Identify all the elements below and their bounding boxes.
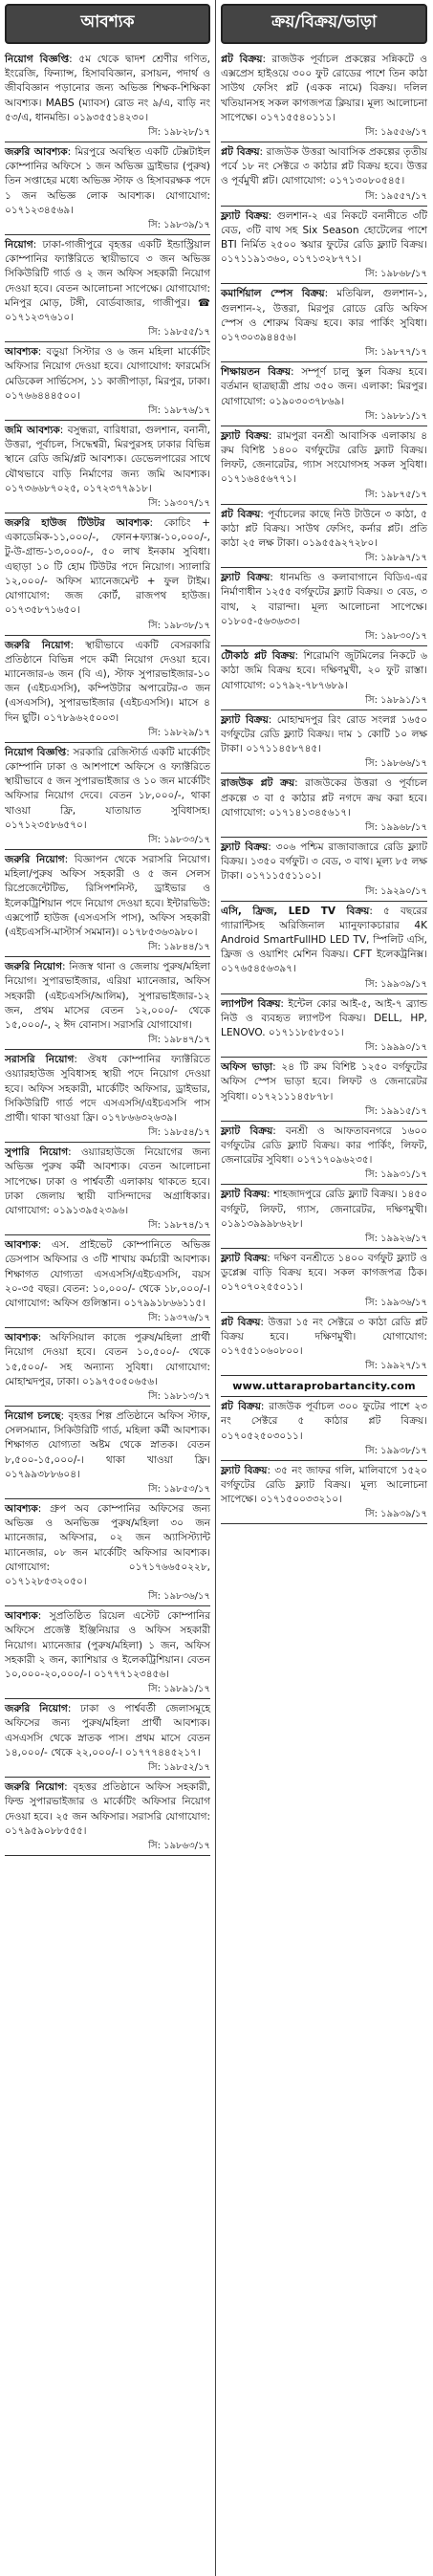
ad-title: নিয়োগ বিজ্ঞপ্তি [5, 746, 67, 758]
ad-title: জরুরি আবশ্যক [5, 146, 68, 159]
classified-ad [221, 426, 427, 505]
ad-title: প্লট বিক্রয় [221, 1401, 261, 1413]
classified-ad [5, 1328, 210, 1407]
wanted-column [0, 0, 216, 2576]
ad-reference-code: সি: ১৯৮২৯/১৭ [148, 727, 210, 738]
classified-ad [5, 342, 210, 421]
ad-title: সরাসরি নিয়োগ [5, 1054, 75, 1066]
classified-ad [221, 994, 427, 1059]
ad-body: : গ্রুপ অব কোম্পানির অফিসের জন্য অভিজ্ঞ ও অনভিজ্ঞ পুরুষ/মহিলা ৩০ জন ম্যানেজার, অফিসার, ০২ জন অ্যাসিস্ট্যান্ট ম্যানেজার, ০৮ জন মার্কেটিং অফিসার আবশ্যক। যোগাযোগ: ০১৭১৭৬৬৫০২২৮, ০১৭১২৮৫৩২০৫০। [5, 1503, 210, 1588]
ad-reference-code: সি: ১৯৩০৭/১৭ [148, 498, 210, 510]
ad-body: : মোহাম্মদপুর রিং রোড সংলগ্ন ১৬৫০ বর্গফুটের রেডি ফ্ল্যাট বিক্রয়। দাম ১ কোটি ১০ লক্ষ টাকা। ০১৭১১৪৫৮৭৪৫। [221, 713, 427, 755]
ad-body: : ইন্টেল কোর আই-৫, আই-৭ ব্র্যান্ড নিউ ও ব্যবহৃত ল্যাপটপ বিক্রয়। DELL, HP, LENOVO. ০১৭১১৮৫৮৫০১। [221, 997, 428, 1038]
ad-title: এসি, ফ্রিজ, LED TV বিক্রয় [221, 905, 370, 917]
classified-ad [221, 1397, 427, 1461]
ad-title: নিয়োগ বিজ্ঞপ্তি [5, 54, 70, 65]
ad-reference-code: সি: ১৯৮৩৬/১৭ [148, 1591, 210, 1603]
ad-reference-code: সি: ১৯৮৭৬/১৭ [148, 405, 210, 417]
buy-sell-rent-header: ক্রয়/বিক্রয়/ভাড়া [221, 4, 427, 44]
ad-title: আবশ্যক [5, 1610, 38, 1623]
ad-reference-code: সি: ১৯৮৩৩/১৭ [148, 834, 210, 845]
ad-title: নিয়োগ চলছে [5, 1410, 61, 1423]
classified-ad [5, 513, 210, 635]
classified-ad [221, 1461, 427, 1525]
ad-title: জরুরি হাউজ টিউটর আবশ্যক [5, 517, 150, 530]
classified-ad [221, 710, 427, 775]
ad-body: : ২৪ টি রুম বিশিষ্ট ১২৫০ বর্গফুটের অফিস স্পেস ভাড়া হবে। লিফট ও জেনারেটর সুবিধা। ০১৭২১১১৪৫৮৭৮। [221, 1061, 427, 1102]
ad-body: : সম্পূর্ণ চালু স্কুল বিক্রয় হবে। বর্তমান ছাত্রছাত্রী প্রায় ৩৫০ জন। এলাকা: মিরপুর। যোগাযোগ: ০১৯০৩০৩৭৮৬৯। [221, 366, 427, 407]
ad-reference-code: সি: ১৯৫৫৭/১৭ [365, 190, 427, 202]
ad-title: ফ্ল্যাট বিক্রয় [221, 1464, 268, 1476]
ad-title: ফ্ল্যাট বিক্রয় [221, 209, 269, 222]
ad-reference-code: সি: ১৯৮৬৬/১৭ [365, 758, 427, 770]
ad-body: : বনশ্রী ও আফতাবনগরে ১৬০০ বর্গফুটের রেডি ফ্ল্যাট বিক্রয়। কার পার্কিং, লিফট, জেনারেটর সুবিধা। ০১৭১৭০৯৬২৩৫। [221, 1124, 427, 1167]
ad-reference-code: সি: ১৯৮৬৩/১৭ [148, 1840, 210, 1851]
ad-reference-code: সি: ১৯৮৯৭/১৭ [365, 553, 427, 564]
ad-body: : ৫ম থেকে দ্বাদশ শ্রেণীর গণিত, ইংরেজি, ফিন্যান্স, হিসাববিজ্ঞান, রসায়ন, পদার্থ ও জীববিজ্ঞান পড়ানোর জন্য অভিজ্ঞ শিক্ষক-শিক্ষিকা আবশ্যক। MABS (ম্যাবস) রোড নং ৯/এ, বাড়ি নং ৫৩/এ, ধানমন্ডি। ০১৯৩৫৫১৪২৩০। [5, 54, 211, 123]
ad-title: ফ্ল্যাট বিক্রয় [221, 713, 269, 726]
classified-ad [221, 207, 427, 285]
classified-ad [221, 505, 427, 569]
ad-body: : রাজউক পূর্বাচল ৩০০ ফুটের পাশে ২৩ নং সেক্টরে ৫ কাঠার প্লট বিক্রয়। ০১৭০৫২৫০৩০১১। [221, 1401, 428, 1442]
classified-ad [221, 1122, 427, 1186]
classified-ad [5, 850, 210, 957]
ad-body: : বড়ুয়া সিস্টার ও ৬ জন মহিলা মার্কেটিং অফিসার নিয়োগ দেওয়া হবে। যোগাযোগ: ফারমেসি মেডিকেল সার্ভিসেস, ১১ কাজীপাড়া, মিরপুর, ঢাকা। ০১৭৬৬৪৪৪৫০০। [5, 346, 210, 402]
ad-reference-code: সি: ১৯৮৪৭/১৭ [148, 1035, 210, 1046]
ad-title: টৌকাঠ প্লট বিক্রয় [221, 650, 295, 663]
ad-body: : মিরপুরে অবস্থিত একটি টেক্সটাইল কোম্পানির অফিসে ১ জন অভিজ্ঞ ড্রাইভার (পুরুষ) তিন সপ্তাহের মধ্যে অভিজ্ঞ স্টাফ ও হিসাবরক্ষক পদে ১ জন অভিজ্ঞ লোক আবশ্যক। যোগাযোগ: ০১৭১২৩৪৫৬৯। [5, 146, 210, 216]
ad-title: প্লট বিক্রয় [221, 146, 260, 159]
classified-ad [5, 142, 210, 235]
ad-reference-code: সি: ১৯৯৩১/১৭ [365, 1169, 427, 1181]
classified-ad [5, 743, 210, 850]
classified-ad [5, 1499, 210, 1606]
ad-title: নিয়োগ [5, 239, 33, 251]
ad-title: প্লট বিক্রয় [221, 54, 263, 65]
ad-body: : ঔষধ কোম্পানির ফ্যাক্টরিতে ওয়্যারহাউজ সুবিধাসহ স্থায়ী পদে নিয়োগ দেওয়া হবে। অফিস সহকারী, মার্কেটিং অফিসার, ড্রাইভার, সিকিউরিটি গার্ড পদে এসএসসি/এইচএসসি পাস প্রার্থী। থাকা খাওয়া ফ্রি। ০১৭৮৬৬৩২৬৩৯। [5, 1054, 210, 1124]
classified-ad [221, 774, 427, 838]
classified-ad [221, 50, 427, 142]
classified-ad [5, 1235, 210, 1328]
ad-reference-code: সি: ১৯৮৫২/১৭ [148, 1762, 210, 1774]
ad-title: প্লট বিক্রয় [221, 1316, 261, 1328]
ad-body: : ঢাকা-গাজীপুরে বৃহত্তর একটি ইন্ডাস্ট্রিয়াল কোম্পানির ফ্যাক্টরিতে স্থায়ীভাবে ৩ জন অভিজ্ঞ সিকিউরিটি গার্ড ও ২ জন অফিস সহকারী নিয়োগ দেওয়া হবে। বেতন আলোচনা সাপেক্ষে। যোগাযোগ: মনিপুর মোড়, টঙ্গী, বোর্ডবাজার, গাজীপুর। ☎ ০১৭১২৩৭৬১০। [5, 239, 210, 324]
buy-sell-rent-column [216, 0, 432, 2576]
ad-body: : বৃহত্তর প্রতিষ্ঠানে অফিস সহকারী, ফিল্ড সুপারভাইজার ও মার্কেটিং অফিসার নিয়োগ দেওয়া হবে। ২৫ জন অফিসার। সরাসরি যোগাযোগ: ০১৭৯৫৯০৮৮৫৫৫। [5, 1781, 210, 1837]
ad-reference-code: সি: ১৯৮৩০/১৭ [365, 631, 427, 643]
classified-ad [221, 838, 427, 902]
classified-ad [5, 636, 210, 743]
ad-reference-code: সি: ১৯৮৫৪/১৭ [148, 1127, 210, 1139]
wanted-ads-list [5, 50, 210, 1856]
ad-reference-code: সি: ১৯৯৯০/১৭ [365, 1042, 427, 1054]
ad-title: রাজউক প্লট ক্রয় [221, 777, 295, 790]
ad-reference-code: সি: ১৯৮৫৫/১৭ [148, 327, 210, 338]
ad-title: ফ্ল্যাট বিক্রয় [221, 1189, 267, 1201]
ad-reference-code: সি: ১৯৮৯১/১৭ [148, 1684, 210, 1695]
ad-reference-code: সি: ১৯৮১৩/১৭ [148, 1391, 210, 1403]
ad-reference-code: সি: ১৯৮৭৪/১৭ [148, 1220, 210, 1232]
classified-ad [5, 1050, 210, 1143]
classified-ad [221, 646, 427, 710]
ad-reference-code: সি: ১৯৮৯১/১৭ [365, 694, 427, 706]
classified-ad [5, 1143, 210, 1235]
ad-reference-code: সি: ১৯৯২৭/১৭ [365, 1361, 427, 1372]
ad-title: কমার্শিয়াল স্পেস বিক্রয় [221, 288, 325, 300]
ad-title: অফিস ভাড়া [221, 1061, 273, 1074]
ad-reference-code: সি: ১৯৮৩৯/১৭ [148, 220, 210, 231]
ad-body: : সরকারি রেজিস্টার্ড একটি মার্কেটিং কোম্পানি ঢাকা ও আশপাশে অফিসে ও ফ্যাক্টরিতে স্থায়ীভাবে ৫ জন সুপারভাইজার ও ১০ জন মার্কেটিং অফিসার নিয়োগ দেবে। বেতন ১৮,০০০/-, থাকা খাওয়া ফ্রি, যাতায়াত সুবিধাসহ। ০১৭১২৩৫৮৬৫৭০। [5, 746, 210, 831]
classified-ad [221, 1058, 427, 1122]
ad-title: ফ্ল্যাট বিক্রয় [221, 429, 269, 442]
classified-ad [221, 1185, 427, 1249]
ad-body: : ওয়্যারহাউজে নিয়োগের জন্য অভিজ্ঞ পুরুষ কর্মী আবশ্যক। বেতন আলোচনা সাপেক্ষে। ঢাকা ও পার্শ্ববর্তী এলাকায় থাকতে হবে। ঢাকা জেলায় স্থায়ী বাসিন্দাদের অগ্রাধিকার। যোগাযোগ: ০১৯১৩৯৫২৩৯৬। [5, 1146, 210, 1216]
ad-title: ল্যাপটপ বিক্রয় [221, 997, 281, 1010]
ad-body: : পূর্বাচলের কাছে নিউ টাউনে ৩ কাঠা, ৫ কাঠা প্লট বিক্রয়। সাউথ ফেসিং, কর্নার প্লট। প্রতি কাঠা ২৫ লক্ষ টাকা। ০১৯৫৫৯২৭২৮০। [221, 508, 428, 550]
ad-body: : এস. প্রাইভেট কোম্পানিতে অভিজ্ঞ ডেসপাস অফিসার ও ৩টি শাখায় কর্মচারী আবশ্যক। শিক্ষাগত যোগ্যতা এসএসসি/এইচএসসি, বয়স ২০-৩৫ বছর। বেতন: ১০,০০০/- থেকে ১৮,০০০/-। যোগাযোগ: অফিস গুলিস্তান। ০১৭৯৯১৮৬৬১১৫। [5, 1239, 210, 1310]
ad-body: : কোচিং + একাডেমিক-১১,০০০/-, ফোন+ফ্যাক্স-১০,০০০/-, টু-উ-গ্রান্ড-১৩,০০০/-, ৫০ লাখ ইনকাম সুবিধা। এছাড়া ১০ টি হোম টিউটর পদে নিয়োগ। স্যালারি ১২,০০০/- অফিস ম্যানেজমেন্ট + ফুল টাইম। যোগাযোগ: জজ কোর্ট, রাজপথ হাউজ। ০১৭৩৫৮৭১৬৫০। [5, 517, 210, 617]
classified-ad [5, 1699, 210, 1778]
ad-body: : রামপুরা বনশ্রী আবাসিক এলাকায় ৪ রুম বিশিষ্ট ১৪০০ বর্গফুটের রেডি ফ্ল্যাট বিক্রয়। লিফট, জেনারেটর, গ্যাস সংযোগসহ সকল সুবিধা। ০১৭১৬৪৫৬৭৭১। [221, 429, 428, 486]
buy-sell-rent-ads-list [221, 50, 427, 1524]
classified-ad [5, 1606, 210, 1699]
classified-ad [221, 142, 427, 207]
ad-body: : রাজউক উত্তরা আবাসিক প্রকল্পের তৃতীয় পর্বে ১৮ নং সেক্টরে ৩ কাঠার প্লট বিক্রয় হবে। উত্তর ও পূর্বমুখী প্লট। যোগাযোগ: ০১৭১৩০৮০৫৪৫। [221, 146, 427, 187]
ad-title: জরুরি নিয়োগ [5, 853, 65, 865]
ad-reference-code: সি: ১৯৩৭৬/১৭ [148, 1313, 210, 1324]
ad-reference-code: সি: ১৯৯৩৬/১৭ [365, 1297, 427, 1308]
ad-body: : ধানমন্ডি ও কলাবাগানে বিডিএ-এর নির্মাণাধীন ১২৫৫ বর্গফুটের ফ্ল্যাট বিক্রয়। ৩ বেড, ৩ বাথ, ২ বারান্দা। মূল্য আলোচনা সাপেক্ষে। ০১৮০৫-৫৬৩৬৩৩। [221, 572, 427, 627]
ad-title: আবশ্যক [5, 1239, 38, 1252]
ad-body: : নিজস্ব থানা ও জেলায় পুরুষ/মহিলা নিয়োগ। সুপারভাইজার, এরিয়া ম্যানেজার, অফিস সহকারী (এইচএসসি/আলিম), সুপারভাইজার-১২ জন, প্রথম মাসের বেতন ১২,০০০/- থেকে ১৫,০০০/-, ২ ঈদ বোনাস। সরাসরি যোগাযোগ। [5, 961, 210, 1031]
ad-body: : স্থায়ীভাবে একটি বেসরকারি প্রতিষ্ঠানে বিভিন্ন পদে কর্মী নিয়োগ দেওয়া হবে। ম্যানেজার-৬ জন (বি এ), স্টাফ সুপারভাইজার-১০ জন (এইচএসসি), কম্পিউটার অপারেটর-৩ জন (এসএসসি), সুপারভাইজার (এইচএসসি)। মাসে ৪ দিন ছুটি। ০১৭৮৯৬২৫০০৩। [5, 639, 210, 724]
classified-ad [5, 1778, 210, 1856]
ad-body: : মতিঝিল, গুলশান-১, গুলশান-২, উত্তরা, মিরপুর রোডে রেডি অফিস স্পেস ও শোরুম বিক্রয় হবে। কার পার্কিং সুবিধা। ০১৭৩০৩৯৪৪৫৬। [221, 288, 427, 344]
classified-ad [5, 50, 210, 142]
ad-reference-code: সি: ১৯৮৫৩/১৭ [148, 1484, 210, 1495]
ad-title: জরুরি নিয়োগ [5, 1703, 68, 1715]
classified-ad [221, 362, 427, 426]
ad-body: : বসুন্ধরা, বারিধারা, গুলশান, বনানী, উত্তরা, পূর্বাচল, সিদ্ধেশ্বরী, মিরপুরসহ ঢাকার বিভিন্ন স্থানে রেডি জমি/প্লট আবশ্যক। ডেভেলপারের সাথে যৌথভাবে বাড়ি নির্মাণের জন্য জমি আবশ্যক। ০১৭৩৬৬৮৭০২৫, ০১৭২৩৭৭৯১৮। [5, 425, 210, 494]
ad-reference-code: সি: ১৯৯৬৮/১৭ [365, 821, 427, 833]
ad-body: : অফিসিয়াল কাজে পুরুষ/মহিলা প্রার্থী নিয়োগ দেওয়া হবে। বেতন ১০,৫০০/- থেকে ১৫,৫০০/- সহ অন্যান্য সুবিধা। যোগাযোগ: মোহাম্মদপুর, ঢাকা। ০১৯৭৫০৫০৬৫৬। [5, 1332, 210, 1387]
ad-body: : গুলশান-২ এর নিকটে বনানীতে ৩টি বেড, ৩টি বাথ সহ Six Season হোটেলের পাশে BTI নির্মিত ২৫০০ স্কয়ার ফুটের রেডি ফ্ল্যাট বিক্রয়। ০১৭১১৯১৩৬০, ০১৭১৩২৮৭৭১। [221, 209, 427, 266]
ad-body: : ঢাকা ও পার্শ্ববর্তী জেলাসমূহে অফিসের জন্য পুরুষ/মহিলা প্রার্থী আবশ্যক। এসএসসি থেকে স্নাতক পাস। প্রথম মাসে বেতন ১৪,০০০/- থেকে ২২,০০০/-। ০১৭৭৭৪৪৫২১৭। [5, 1703, 210, 1758]
ad-reference-code: সি: ১৯৮৩৮/১৭ [148, 620, 210, 631]
wanted-header: আবশ্যক [5, 4, 210, 44]
ad-title: ফ্ল্যাট বিক্রয় [221, 840, 269, 853]
ad-reference-code: সি: ১৯৫৫৬/১৭ [365, 127, 427, 139]
ad-reference-code: সি: ১৯২৯০/১৭ [365, 885, 427, 897]
ad-reference-code: সি: ১৯৯৩৯/১৭ [365, 1509, 427, 1520]
classified-ad [221, 902, 427, 994]
ad-body: : রাজউক পূর্বাচল প্রকল্পের সন্নিকটে ও এক্সপ্রেস হাইওয়ে ৩০০ ফুট রোডের পাশে তিন কাঠা সাউথ ফেসিং প্লট (একক নামে) বিক্রয়। দলিল খতিয়ানসহ সকল কাগজপত্র ক্লিয়ার। মূল্য আলোচনা সাপেক্ষে। ০১৭১৫৫৪০১১১। [221, 54, 428, 123]
classified-ad [5, 1407, 210, 1499]
ad-title: ফ্ল্যাট বিক্রয় [221, 1252, 268, 1264]
ad-reference-code: সি: ১৯৯২৬/১৭ [365, 1233, 427, 1244]
ad-title: জরুরি নিয়োগ [5, 639, 71, 651]
ad-body: : উত্তরা ১৫ নং সেক্টরে ৩ কাঠা রেডি প্লট বিক্রয় হবে। দক্ষিণমুখী। যোগাযোগ: ০১৭৫৫১০৬০৮০০। [221, 1316, 427, 1357]
ad-title: শিক্ষায়তন বিক্রয় [221, 366, 292, 379]
ad-body: : ৩০৬ পশ্চিম রাজাবাজারে রেডি ফ্ল্যাট বিক্রয়। ১৩৫০ বর্গফুট। ৩ বেড, ৩ বাথ। মূল্য ৮৫ লক্ষ টাকা। ০১৭১১৫৫১১০১। [221, 840, 427, 883]
ad-reference-code: সি: ১৯৯১৫/১৭ [365, 1105, 427, 1117]
ad-body: : শিরোমণি জুটমিলের নিকটে ৬ কাঠা জমি বিক্রয় হবে। দক্ষিণমুখী, ২০ ফুট রাস্তা। যোগাযোগ: ০১৭৯২-৭৮৭৬৮৯। [221, 650, 427, 691]
ad-reference-code: সি: ১৯৮৮১/১৭ [365, 410, 427, 422]
ad-body: : দক্ষিণ বনশ্রীতে ১৪০০ বর্গফুট ফ্ল্যাট ও ডুপ্লেক্স বাড়ি বিক্রয় হবে। সকল কাগজপত্র ঠিক। ০১৭০৭০২৫৫০১১। [221, 1252, 427, 1294]
ad-reference-code: সি: ১৯৯৩৮/১৭ [365, 1445, 427, 1456]
ad-body: : ৩৫ নং জাফর গলি, মালিবাগে ১৫২০ বর্গফুটের রেডি ফ্ল্যাট বিক্রয়। মূল্য আলোচনা সাপেক্ষে। ০১৭১৫০০৩৩২১০। [221, 1464, 427, 1506]
ad-title: জরুরি নিয়োগ [5, 1781, 65, 1794]
ad-title: ফ্ল্যাট বিক্রয় [221, 1124, 273, 1137]
ad-title: আবশ্যক [5, 346, 38, 359]
ad-body: : বৃহত্তর শিল্প প্রতিষ্ঠানে অফিস স্টাফ, সেলসম্যান, সিকিউরিটি গার্ড, মহিলা কর্মী আবশ্যক। শিক্ষাগত যোগ্যতা অষ্টম থেকে স্নাতক। বেতন ৮,৫০০-১৫,০০০/-। থাকা খাওয়া ফ্রি। ০১৭৯৯৩৮৮৬০৪। [5, 1410, 210, 1480]
ad-title: প্লট বিক্রয় [221, 508, 261, 520]
ad-body: : শাহজাদপুরে রেডি ফ্ল্যাট বিক্রয়। ১৪৫০ বর্গফুট, লিফট, গ্যাস, জেনারেটর, দক্ষিণমুখী। ০১৯১৩৯৯৯৮৬২৮। [221, 1189, 427, 1230]
classified-ad [5, 957, 210, 1050]
ad-title: আবশ্যক [5, 1332, 38, 1344]
classified-ad [221, 568, 427, 646]
ad-reference-code: সি: ১৯৮৭৫/১৭ [365, 489, 427, 500]
ad-title: আবশ্যক [5, 1503, 38, 1516]
classified-ad [221, 284, 427, 362]
website-banner: www.uttaraprobartancity.com [221, 1376, 427, 1397]
ad-title: ফ্ল্যাট বিক্রয় [221, 572, 271, 584]
ad-body: : রাজউকের উত্তরা ও পূর্বাচল প্রকল্পে ৩ বা ৫ কাঠার প্লট নগদে ক্রয় করা হবে। যোগাযোগ: ০১৭১৪১৩৪৫৬১৭। [221, 777, 428, 819]
ad-title: জরুরি নিয়োগ [5, 961, 62, 973]
ad-reference-code: সি: ১৯৮২৮/১৭ [148, 127, 210, 139]
ad-body: : ৫ বছরের গ্যারান্টিসহ অরিজিনাল ম্যানুফ্যাকচারার 4K Android SmartFullHD LED TV, স্পিলিট এসি, ফ্রিজ ও ওয়াশিং মেশিন বিক্রয়। CFT ইলেকট্রনিক্স। ০১৭৬৫৪৫৬৩৯৭। [221, 905, 427, 975]
ad-reference-code: সি: ১৯৮৬৮/১৭ [365, 269, 427, 280]
ad-title: জমি আবশ্যক [5, 425, 60, 437]
ad-reference-code: সি: ১৯৮৪৪/১৭ [148, 942, 210, 953]
ad-body: : সুপ্রতিষ্ঠিত রিয়েল এস্টেট কোম্পানির অফিসে প্রজেক্ট ইঞ্জিনিয়ার ও অফিস সহকারী নিয়োগ। ম্যানেজার (পুরুষ/মহিলা) ১ জন, অফিস সহকারী ২ জন, ক্যাশিয়ার ও ইলেকট্রিশিয়ান। বেতন ১০,০০০-২০,০০০/-। ০১৭৭৭১২৩৪৫৬। [5, 1610, 210, 1681]
ad-reference-code: সি: ১৯৮৭৭/১৭ [365, 347, 427, 359]
classified-ad [5, 235, 210, 342]
ad-body: : বিজ্ঞাপন থেকে সরাসরি নিয়োগ। মহিলা/পুরুষ অফিস সহকারী ও ৫ জন সেলস রিপ্রেজেন্টেটিভ, রিসিপশনিস্ট, ড্রাইভার ও ইলেকট্রিশিয়ান পদে নিয়োগ দেওয়া হবে। ইন্টারভিউ: এক্সপোর্ট হাউজ (এসএসসি পাস), অফিস সহকারী (এইচএসসি-মাস্টার্স সমমান)। ০১৭৮৫৩৬৩৯৮০। [5, 853, 210, 938]
classified-ad [5, 421, 210, 513]
ad-reference-code: সি: ১৯৯৩৯/১৭ [365, 978, 427, 990]
ad-title: সুপারি নিয়োগ [5, 1146, 69, 1159]
classified-ad [221, 1249, 427, 1313]
classified-ad [221, 1313, 427, 1377]
